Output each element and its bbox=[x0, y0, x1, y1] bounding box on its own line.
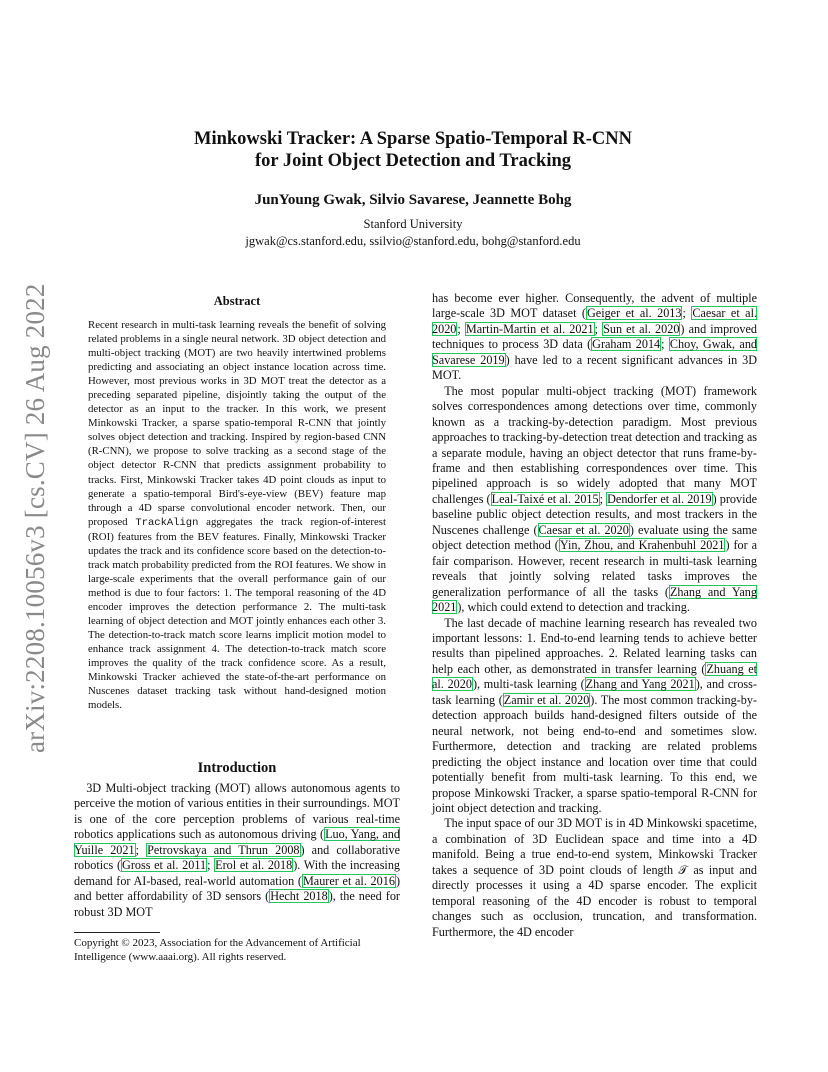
citation-link[interactable]: Caesar et al. 2020 bbox=[538, 522, 629, 537]
text-run: ) provide baseline public object detection results, and most trackers in the Nuscenes challenge ( bbox=[432, 491, 758, 537]
citation-link[interactable]: Yin, Zhou, and Krahenbuhl 2021 bbox=[559, 538, 725, 553]
text-run: The last decade of machine learning research has revealed two important lessons: 1. End-to-end learning tends to achieve better results than pipelined approaches. 2. Related learning tasks can help each other, as demonstrated in transfer learning ( bbox=[432, 615, 757, 676]
citation-link[interactable]: Choy, Gwak, and Savarese 2019 bbox=[432, 337, 758, 367]
author-emails: jgwak@cs.stanford.edu, ssilvio@stanford.edu, bohg@stanford.edu bbox=[245, 234, 581, 248]
citation-link[interactable]: Caesar et al. 2020 bbox=[432, 306, 758, 336]
text-run: has become ever higher. Consequently, the advent of multiple large-scale 3D MOT dataset ( bbox=[432, 291, 757, 321]
author-list: JunYoung Gwak, Silvio Savarese, Jeannette Bohg bbox=[254, 192, 572, 208]
text-run: ) evaluate using the same object detection method ( bbox=[432, 522, 758, 553]
citation-link[interactable]: Geiger et al. 2013 bbox=[586, 306, 682, 321]
title-line-2: for Joint Object Detection and Tracking bbox=[254, 151, 572, 171]
footnote-rule bbox=[74, 932, 160, 933]
abstract-part-2: aggregates the track region-of-interest (ROI) features from the BEV features. Finally, Minkowski Tracker updates the track and its confidence score based on the detection-to-track match probability predicted from the ROI features. We show in large-scale experiments that the overall performance gain of our method is due to four factors: 1. The temporal reasoning of the 4D encoder improves the detection performance 2. The multi-task learning of object detection and MOT jointly enhances each other 3. The detection-to-track match score learns implicit motion model to enhance track assignment 4. The detection-to-track match score improves the quality of the track confidence score. As a result, Minkowski Tracker achieved the state-of-the-art performance on Nuscenes dataset tracking task without hand-designed motion models. bbox=[88, 515, 387, 712]
citation-link[interactable]: Graham 2014 bbox=[592, 337, 661, 352]
arxiv-identifier: arXiv:2208.10056v3 [cs.CV] 26 Aug 2022 bbox=[20, 283, 50, 753]
text-run: ; bbox=[457, 321, 465, 336]
text-run: ), which could extend to detection and tracking. bbox=[457, 600, 690, 615]
abstract-part-1: Recent research in multi-task learning reveals the benefit of solving related problems in a single neural network. 3D object detection and multi-object tracking (MOT) are two heavily intertwined problems predicting and associating an object instance location across time. However, most previous works in 3D MOT treat the detector as a preceding separated pipeline, disjointly taking the output of the detector as an input to the tracker. In this work, we present Minkowski Tracker, a sparse spatio-temporal R-CNN that jointly solves object detection and tracking. Inspired by region-based CNN (R-CNN), we propose to solve tracking as a second stage of the object detector R-CNN that predicts assignment probability to tracks. First, Minkowski Tracker takes 4D point clouds as input to generate a spatio-temporal Bird's-eye-view (BEV) feature map through a 4D sparse convolutional encoder network. Then, our proposed bbox=[88, 319, 386, 528]
text-run: as input and directly processes it using a 4D sparse encoder. The explicit temporal reasoning of the 4D encoder is robust to temporal changes such as occlusion, truncation, and transformation. Furthermore, the 4D encoder bbox=[432, 862, 757, 939]
introduction-heading: Introduction bbox=[197, 760, 277, 776]
text-run: The input space of our 3D MOT is in 4D Minkowski spacetime, a combination of 3D Euclidean space and time into a 4D manifold. Being a true end-to-end system, Minkowski Tracker takes a sequence of 3D point clouds of length bbox=[432, 816, 757, 877]
citation-link[interactable]: Leal-Taixé et al. 2015 bbox=[491, 491, 599, 506]
title-line-1: Minkowski Tracker: A Sparse Spatio-Temporal R-CNN bbox=[193, 129, 633, 149]
citation-link[interactable]: Zhuang et al. 2020 bbox=[432, 661, 758, 692]
trackalign-code: TrackAlign bbox=[135, 516, 199, 529]
affiliation: Stanford University bbox=[363, 217, 463, 231]
text-run: The most popular multi-object tracking (MOT) framework solves correspondences among detections over time, commonly known as a tracking-by-detection paradigm. Most previous approaches to tracking-by-detection treat detection and tracking as a separate module, having an object detector that runs frame-by-frame and then establishing correspondences over time. This pipelined approach is so widely adopted that many MOT challenges ( bbox=[432, 383, 757, 506]
left-column bbox=[74, 781, 400, 920]
text-run: ) and collaborative robotics ( bbox=[74, 842, 400, 873]
intro-paragraph-1 bbox=[74, 781, 400, 920]
text-run: ). With the increasing demand for AI-based, real-world automation ( bbox=[74, 858, 401, 888]
text-run: ) for a fair comparison. However, recent research in multi-task learning reveals that jointly solving related tasks improves the generalization performance of all the tasks ( bbox=[432, 538, 758, 599]
citation-link[interactable]: Maurer et al. 2016 bbox=[302, 873, 395, 888]
citation-link[interactable]: Zamir et al. 2020 bbox=[503, 692, 590, 707]
citation-link[interactable]: Sun et al. 2020 bbox=[603, 321, 680, 336]
math-symbol-T: 𝒯 bbox=[678, 862, 688, 877]
text-run: ), multi-task learning ( bbox=[472, 677, 585, 692]
text-run: ) have led to a recent significant advances in 3D MOT. bbox=[432, 352, 757, 383]
affiliation-block bbox=[100, 216, 726, 250]
citation-link[interactable]: Petrovskaya and Thrun 2008 bbox=[147, 842, 300, 857]
right-paragraph-1 bbox=[432, 291, 757, 384]
citation-link[interactable]: Zhang and Yang 2021 bbox=[432, 584, 757, 615]
citation-link[interactable]: Luo, Yang, and Yuille 2021 bbox=[74, 827, 400, 857]
text-run: ; bbox=[207, 858, 215, 873]
right-paragraph-3 bbox=[432, 616, 757, 817]
text-run: 3D Multi-object tracking (MOT) allows autonomous agents to perceive the motion of various entities in their surroundings. MOT is one of the core perception problems of various real-time robotics applications such as autonomous driving ( bbox=[74, 781, 400, 842]
citation-link[interactable]: Dendorfer et al. 2019 bbox=[607, 491, 712, 506]
abstract-text bbox=[88, 318, 386, 712]
paper-title bbox=[100, 128, 726, 172]
right-paragraph-4 bbox=[432, 816, 757, 940]
text-run: ), the need for robust 3D MOT bbox=[74, 889, 400, 919]
text-run: ; bbox=[682, 306, 692, 321]
text-run: ; bbox=[599, 491, 607, 506]
right-paragraph-2 bbox=[432, 384, 757, 616]
abstract-heading: Abstract bbox=[213, 294, 261, 308]
copyright-footnote: Copyright © 2023, Association for the Advancement of Artificial Intelligence (www.aaai.org). All rights reserved. bbox=[74, 937, 361, 963]
citation-link[interactable]: Gross et al. 2011 bbox=[122, 858, 207, 873]
text-run: ; bbox=[594, 321, 603, 336]
text-run: ), and cross-task learning ( bbox=[432, 677, 757, 707]
citation-link[interactable]: Zhang and Yang 2021 bbox=[585, 677, 695, 692]
citation-link[interactable]: Martin-Martin et al. 2021 bbox=[465, 321, 594, 336]
citation-link[interactable]: Erol et al. 2018 bbox=[215, 858, 293, 873]
text-run: ). The most common tracking-by-detection approach builds hand-designed filters outside of the neural network, not being end-to-end and sometimes slow. Furthermore, detection and tracking are related problems predicting the object instance and location over time that could potentially benefit from multi-task learning. To this end, we propose Minkowski Tracker, a sparse spatio-temporal R-CNN for joint object detection and tracking. bbox=[432, 692, 758, 815]
text-run: ; bbox=[135, 842, 147, 857]
text-run: ) and improved techniques to process 3D data ( bbox=[432, 321, 757, 352]
text-run: ; bbox=[661, 337, 669, 352]
right-column bbox=[432, 291, 757, 940]
text-run: ) and better affordability of 3D sensors ( bbox=[74, 873, 400, 904]
citation-link[interactable]: Hecht 2018 bbox=[270, 889, 328, 904]
